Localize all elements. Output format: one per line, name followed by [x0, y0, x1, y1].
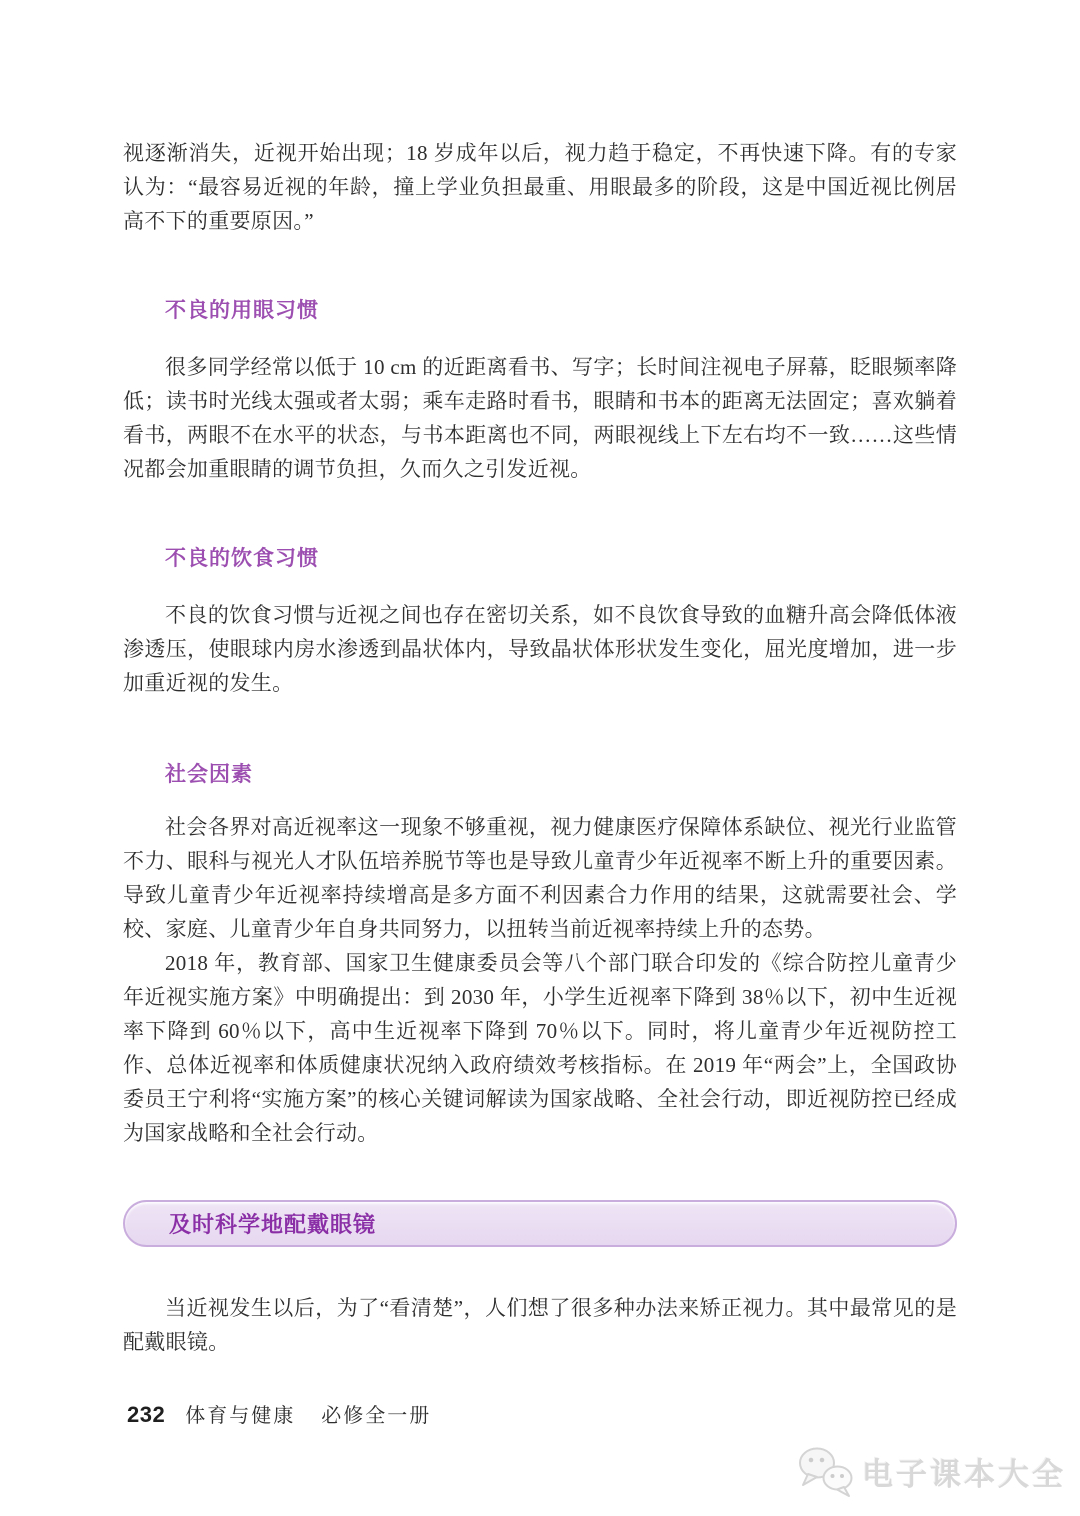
volume-label: 必修全一册: [321, 1405, 432, 1427]
intro-paragraph: 视逐渐消失，近视开始出现；18 岁成年以后，视力趋于稳定，不再快速下降。有的专家认为：“最容易近视的年龄，撞上学业负担最重、用眼最多的阶段，这是中国近视比例居高不下的重要原因。”: [123, 141, 957, 233]
section-banner: [123, 1200, 957, 1247]
watermark-label: 电子课本大全: [862, 1456, 1066, 1492]
page-footer: [127, 1399, 431, 1428]
page-number: 232: [127, 1402, 166, 1427]
paragraph-social-factors-2: 2018 年，教育部、国家卫生健康委员会等八个部门联合印发的《综合防控儿童青少年近视实施方案》中明确提出：到 2030 年，小学生近视率下降到 38％以下，初中生近视率下降到 60％以下，高中生近视率下降到 70％以下。同时，将儿童青少年近视防控工作、总体近视率和体质健康状况纳入政府绩效考核指标。在 2019 年“两会”上，全国政协委员王宁利将“实施方案”的核心关键词解读为国家战略、全社会行动，即近视防控已经成为国家战略和全社会行动。: [123, 951, 957, 1145]
section-heading-social-factors: 社会因素: [165, 763, 253, 786]
section-heading-eye-habits: 不良的用眼习惯: [165, 299, 319, 322]
paragraph-eye-habits: 很多同学经常以低于 10 cm 的近距离看书、写字；长时间注视电子屏幕，眨眼频率降低；读书时光线太强或者太弱；乘车走路时看书，眼睛和书本的距离无法固定；喜欢躺着看书，两眼不在水平的状态，与书本距离也不同，两眼视线上下左右均不一致……这些情况都会加重眼睛的调节负担，久而久之引发近视。: [123, 355, 957, 481]
banner-heading-glasses: 及时科学地配戴眼镜: [169, 1212, 377, 1237]
watermark: [796, 1444, 1066, 1498]
section-heading-diet-habits: 不良的饮食习惯: [165, 547, 319, 570]
page-content: [123, 0, 957, 1359]
paragraph-social-factors-1: 社会各界对高近视率这一现象不够重视，视力健康医疗保障体系缺位、视光行业监管不力、眼科与视光人才队伍培养脱节等也是导致儿童青少年近视率不断上升的重要因素。导致儿童青少年近视率持续增高是多方面不利因素合力作用的结果，这就需要社会、学校、家庭、儿童青少年自身共同努力，以扭转当前近视率持续上升的态势。: [123, 815, 957, 941]
paragraph-diet-habits: 不良的饮食习惯与近视之间也存在密切关系，如不良饮食导致的血糖升高会降低体液渗透压，使眼球内房水渗透到晶状体内，导致晶状体形状发生变化，屈光度增加，进一步加重近视的发生。: [123, 603, 957, 695]
book-title: 体育与健康: [185, 1405, 296, 1427]
paragraph-glasses-intro: 当近视发生以后，为了“看清楚”，人们想了很多种办法来矫正视力。其中最常见的是配戴眼镜。: [123, 1296, 957, 1354]
wechat-icon: [796, 1444, 856, 1498]
